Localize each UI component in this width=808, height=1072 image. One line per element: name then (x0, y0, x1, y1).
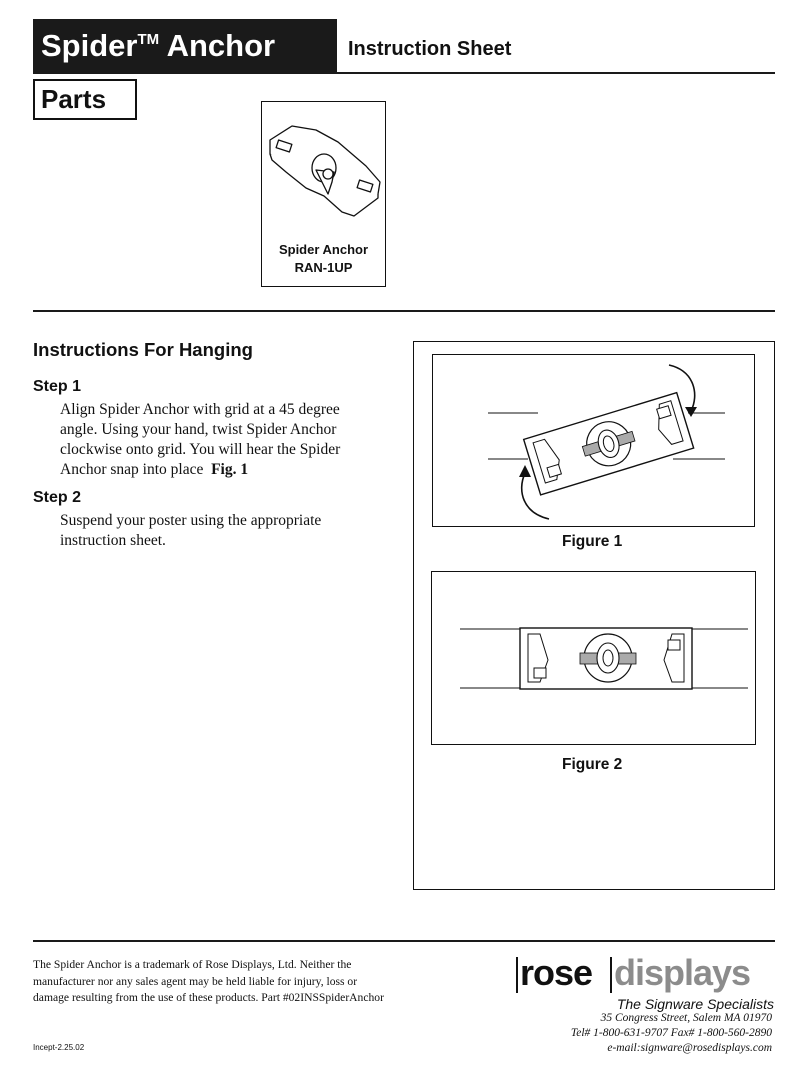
document-subtitle: Instruction Sheet (348, 38, 512, 60)
figure-1-illustration (433, 355, 753, 525)
tagline: The Signware Specialists (616, 996, 774, 1012)
footer-disclaimer: The Spider Anchor is a trademark of Rose Displays, Ltd. Neither the manufacturer nor any sales agent may be held liable for injury, loss or damage resulting from the use of these products. Part #02INSSpiderAnchor (33, 958, 384, 1004)
trademark-mark: TM (137, 31, 160, 48)
logo-displays: displays (614, 952, 751, 993)
step-2-text: Suspend your poster using the appropriate instruction sheet. (60, 512, 322, 549)
product-code: RAN-1UP (294, 260, 353, 275)
step-2-title: Step 2 (33, 489, 82, 506)
step-1-text (60, 400, 380, 480)
section-divider (33, 310, 775, 312)
spider-anchor-illustration (262, 102, 384, 242)
instructions-heading: Instructions For Hanging (33, 339, 253, 360)
step-1-body: Align Spider Anchor with grid at a 45 degree angle. Using your hand, twist Spider Anchor clockwise onto grid. You will hear the Spider Anchor snap into place (60, 401, 341, 478)
parts-heading: Parts (33, 79, 137, 120)
phone-fax: Tel# 1-800-631-9707 Fax# 1-800-560-2890 (570, 1027, 772, 1039)
figure-2-caption: Figure 2 (562, 756, 623, 773)
logo-bar-left (516, 957, 518, 993)
step-1-figure-ref: Fig. 1 (211, 461, 249, 478)
email: e-mail:signware@rosedisplays.com (607, 1042, 772, 1054)
product-name: Spider Anchor (278, 242, 369, 257)
footer-divider (33, 940, 775, 942)
title-text-rest: Anchor (159, 28, 276, 63)
figure-1-box (432, 354, 755, 527)
document-title (33, 19, 337, 73)
header-divider (33, 72, 775, 74)
figure-1-caption: Figure 1 (562, 533, 623, 550)
logo-rose: rose (520, 952, 593, 993)
address: 35 Congress Street, Salem MA 01970 (600, 1012, 772, 1024)
figure-2-illustration (432, 572, 754, 744)
title-text: Spider (41, 28, 138, 63)
figure-2-box (431, 571, 756, 745)
product-label (261, 241, 386, 277)
rose-displays-logo (516, 952, 778, 997)
step-1-title: Step 1 (33, 378, 82, 395)
document-version: Incept-2.25.02 (33, 1043, 85, 1052)
logo-bar-mid (610, 957, 612, 993)
